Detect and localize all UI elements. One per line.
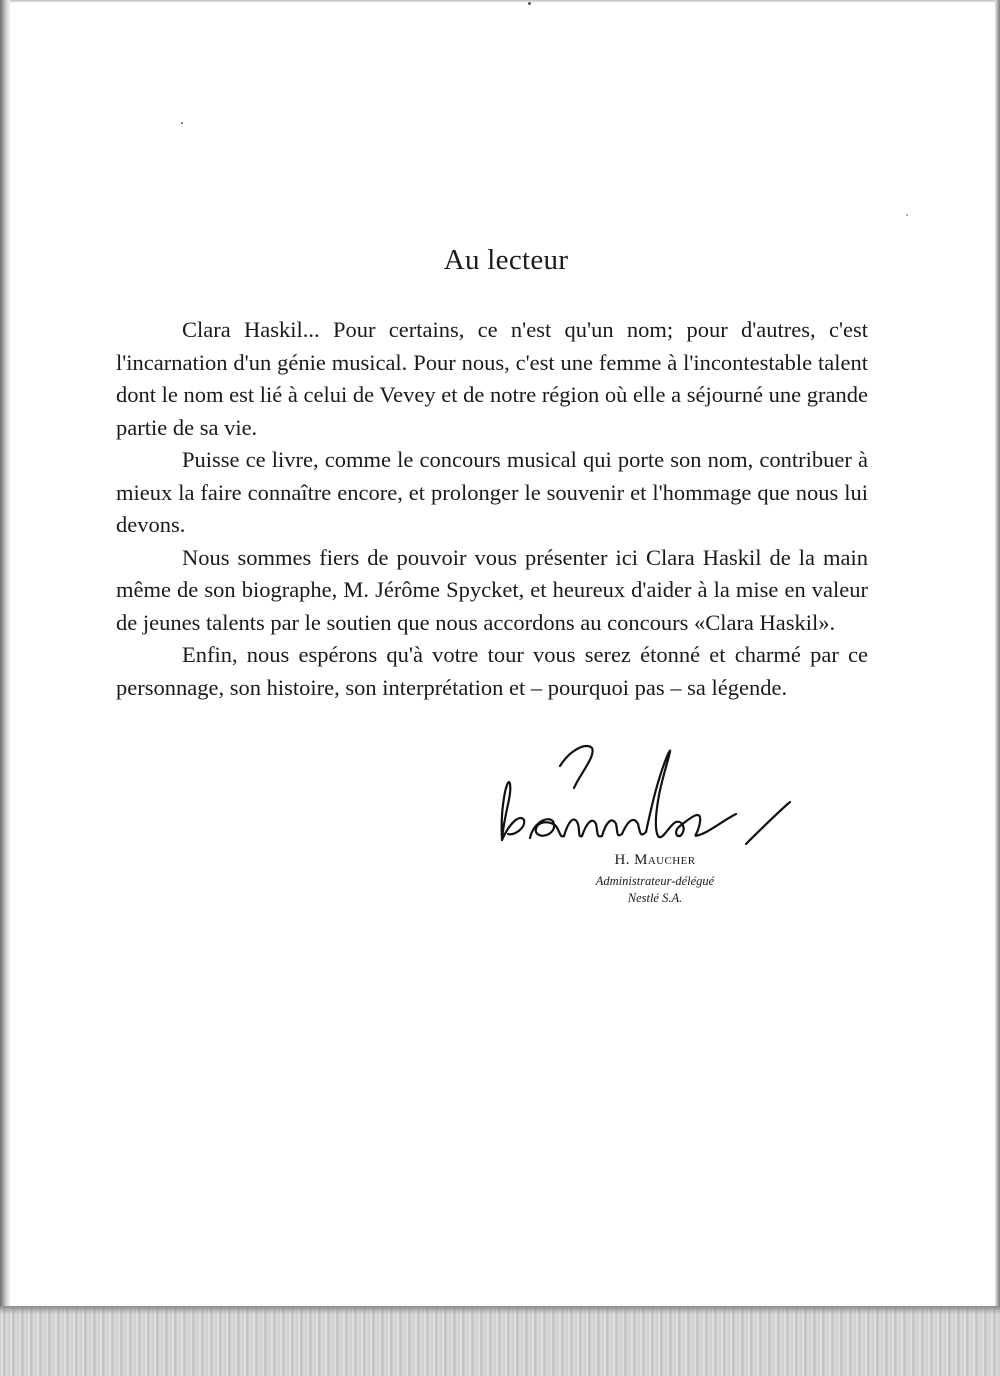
scan-edge-bottom [0,1306,1000,1376]
handwritten-signature [490,744,870,864]
scan-edge-right [995,0,1000,1310]
signatory-role: Administrateur-délégué [595,874,715,888]
scan-edge-left [0,0,10,1310]
paragraph-4: Enfin, nous espérons qu'à votre tour vous serez étonné et charmé par ce personnage, son histoire, son interprétation et – pourquoi pas – sa légende. [116,642,868,700]
scan-edge-top [0,0,1000,3]
page-title: Au lecteur [443,244,569,276]
paragraph-3: Nous sommes fiers de pouvoir vous présenter ici Clara Haskil de la main même de son biographe, M. Jérôme Spycket, et heureux d'aider à la mise en valeur de jeunes talents par le soutien que nous accordons au concours «Clara Haskil». [116,544,868,635]
dust-speck [528,2,531,5]
paragraph-1: Clara Haskil... Pour certains, ce n'est qu'un nom; pour d'autres, c'est l'incarnation d'un génie musical. Pour nous, c'est une femme à l'incontestable talent dont le nom est lié à celui de Vevey et de notre région où elle a séjourné une grande partie de sa vie. [116,317,868,440]
signatory-name: H. Maucher [614,852,696,868]
dust-speck [906,214,908,216]
paragraph-2: Puisse ce livre, comme le concours musical qui porte son nom, contribuer à mieux la faire connaître encore, et prolonger le souvenir et l'hommage que nous lui devons. [116,447,868,537]
signatory-company: Nestlé S.A. [627,891,683,905]
letter-body [116,314,868,704]
dust-speck [181,122,183,124]
